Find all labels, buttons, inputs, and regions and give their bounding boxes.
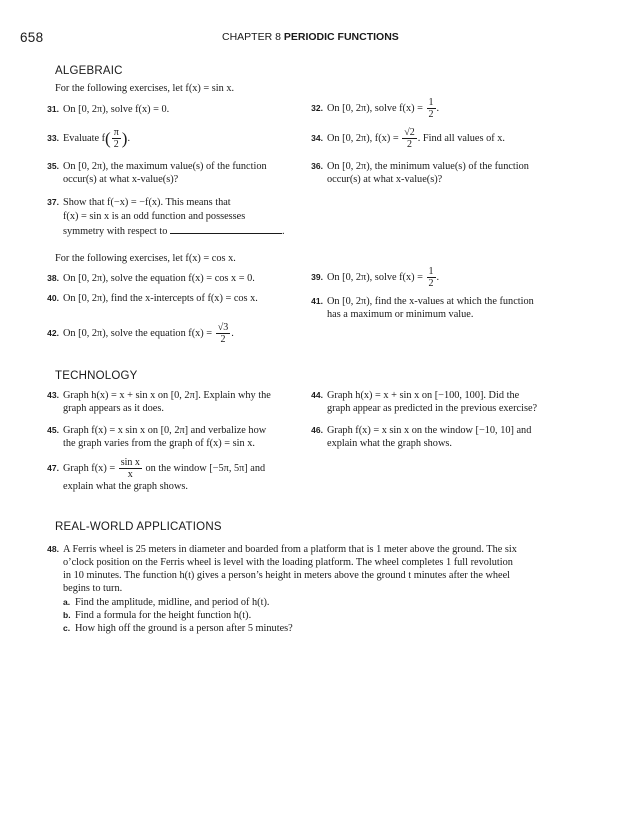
chapter-heading (222, 31, 399, 43)
sub-label: c. (63, 623, 71, 633)
exercise-number: 33. (47, 132, 59, 143)
exercise-number: 34. (311, 132, 323, 143)
exercise-text-line2: the graph varies from the graph of f(x) = sin x. (63, 438, 255, 449)
exercise-text-end: on the window [−5π, 5π] and (145, 462, 266, 474)
exercise-number: 32. (311, 102, 323, 113)
exercise-text-line1: On [0, 2π), the minimum value(s) of the function (327, 161, 529, 172)
exercise-text: Graph f(x) = (63, 462, 116, 474)
exercise-text-line2: explain what the graph shows. (327, 438, 452, 449)
fraction-denominator: 2 (428, 278, 434, 289)
exercise-46 (304, 424, 531, 450)
fraction-denominator: x (127, 469, 133, 480)
exercise-text-end: . (231, 327, 234, 339)
exercise-40 (40, 292, 258, 305)
exercise-text-line2: occur(s) at what x-value(s)? (63, 174, 179, 185)
exercise-number: 40. (47, 293, 59, 303)
exercise-number: 43. (47, 390, 59, 400)
exercise-text-line3: symmetry with respect to (63, 226, 168, 237)
exercise-41 (304, 295, 534, 321)
section-heading-algebraic: ALGEBRAIC (55, 65, 123, 77)
exercise-text-line3: in 10 minutes. The function h(t) gives a person’s height in meters above the ground t minutes after the wheel (63, 570, 511, 581)
page-number: 658 (20, 30, 44, 45)
exercise-text: On [0, 2π), solve the equation f(x) = cos x = 0. (63, 273, 255, 284)
sub-text: Find the amplitude, midline, and period of h(t). (75, 597, 270, 608)
exercise-45 (40, 424, 266, 450)
fraction (112, 127, 121, 150)
exercise-text: On [0, 2π), solve the equation f(x) = (63, 327, 213, 339)
exercise-32 (304, 97, 439, 120)
exercise-text-end: . Find all values of x. (417, 132, 505, 144)
exercise-text: On [0, 2π), f(x) = (327, 132, 399, 144)
exercise-text-line1: Graph h(x) = x + sin x on [−100, 100]. Did the (327, 390, 520, 401)
exercise-33: 33. Evaluate f( $\frac{\pi}{2}$ ). (40, 127, 130, 150)
exercise-text-line1: A Ferris wheel is 25 meters in diameter and boarded from a platform that is 1 meter above the ground. The six (63, 544, 517, 555)
exercise-number: 46. (311, 425, 323, 435)
exercise-44 (304, 389, 537, 415)
exercise-number: 42. (47, 327, 59, 338)
exercise-text-line2: graph appear as predicted in the previous exercise? (327, 403, 538, 414)
fraction-denominator: 2 (428, 109, 434, 120)
exercise-47 (40, 457, 265, 493)
sub-question-a (40, 596, 580, 609)
sub-text: How high off the ground is a person after 5 minutes? (75, 623, 293, 634)
exercise-text: On [0, 2π), solve f(x) = 0. (63, 104, 170, 115)
exercise-39 (304, 266, 439, 289)
sub-question-b (40, 609, 580, 622)
exercise-number: 38. (47, 273, 59, 283)
exercise-number: 41. (311, 296, 323, 306)
exercise-38 (40, 272, 255, 285)
sub-text: Find a formula for the height function h(t). (75, 610, 252, 621)
section-heading-real-world: REAL-WORLD APPLICATIONS (55, 521, 222, 533)
chapter-label: CHAPTER 8 (222, 31, 281, 43)
fraction (119, 457, 142, 480)
fraction-denominator: 2 (220, 334, 226, 345)
intro-sin: For the following exercises, let f(x) = sin x. (55, 83, 235, 94)
exercise-text-line1: Graph f(x) = x sin x on [0, 2π] and verbalize how (63, 425, 267, 436)
exercise-text-line1: Show that f(−x) = −f(x). This means that (63, 197, 231, 208)
exercise-text-line2: o’clock position on the Ferris wheel is level with the loading platform. The wheel completes 1 full revolution (63, 557, 513, 568)
exercise-text-line1: Graph h(x) = x + sin x on [0, 2π]. Explain why the (63, 390, 271, 401)
fraction-numerator: √3 (217, 322, 229, 333)
fraction (216, 322, 231, 345)
exercise-text-line4: begins to turn. (63, 583, 123, 594)
exercise-text: On [0, 2π), solve f(x) = (327, 102, 423, 114)
exercise-31 (40, 103, 169, 116)
fraction-numerator: 1 (428, 266, 434, 277)
exercise-42 (40, 322, 234, 345)
exercise-37 (40, 195, 285, 239)
fraction-denominator: 2 (406, 139, 412, 150)
section-heading-technology: TECHNOLOGY (55, 370, 138, 382)
fraction-denominator: 2 (113, 139, 119, 150)
sub-question-c (40, 622, 580, 635)
fraction (427, 266, 436, 289)
exercise-number: 37. (47, 197, 59, 207)
sub-label: a. (63, 597, 71, 607)
exercise-number: 44. (311, 390, 323, 400)
exercise-text-end: . (436, 271, 440, 283)
exercise-number: 48. (47, 544, 59, 554)
exercise-text-line2: explain what the graph shows. (63, 481, 188, 492)
sub-label: b. (63, 610, 71, 620)
exercise-text-line2: occur(s) at what x-value(s)? (327, 174, 443, 185)
exercise-text-end: . (127, 132, 131, 144)
fraction-numerator: √2 (404, 127, 415, 138)
exercise-35 (40, 160, 267, 186)
exercise-text: On [0, 2π), find the x-intercepts of f(x) = cos x. (63, 293, 258, 304)
exercise-text-line2: graph appears as it does. (63, 403, 164, 414)
exercise-number: 39. (311, 271, 323, 282)
exercise-text-line2: f(x) = sin x is an odd function and possesses (63, 211, 246, 222)
chapter-title: PERIODIC FUNCTIONS (283, 31, 399, 43)
answer-blank (170, 224, 282, 234)
fraction (402, 127, 417, 150)
fraction-numerator: 1 (428, 97, 434, 108)
exercise-number: 31. (47, 104, 59, 114)
exercise-number: 36. (311, 161, 323, 171)
exercise-number: 35. (47, 161, 59, 171)
fraction (427, 97, 436, 120)
exercise-text-end: . (281, 226, 285, 237)
exercise-text-end: . (436, 102, 440, 114)
exercise-text-line2: has a maximum or minimum value. (327, 309, 474, 320)
fraction-numerator: sin x (120, 457, 140, 468)
exercise-text: On [0, 2π), solve f(x) = (327, 271, 423, 283)
fraction-numerator: π (113, 127, 119, 138)
intro-cos: For the following exercises, let f(x) = cos x. (55, 253, 236, 264)
exercise-text-line1: On [0, 2π), find the x-values at which the function (327, 296, 534, 307)
exercise-text: Evaluate f (63, 132, 106, 144)
exercise-text-line1: Graph f(x) = x sin x on the window [−10, 10] and (327, 425, 532, 436)
exercise-48 (40, 543, 580, 635)
exercise-36 (304, 160, 529, 186)
exercise-number: 45. (47, 425, 59, 435)
exercise-43 (40, 389, 271, 415)
exercise-34 (304, 127, 505, 150)
exercise-number: 47. (47, 462, 59, 473)
exercise-text-line1: On [0, 2π), the maximum value(s) of the function (63, 161, 267, 172)
